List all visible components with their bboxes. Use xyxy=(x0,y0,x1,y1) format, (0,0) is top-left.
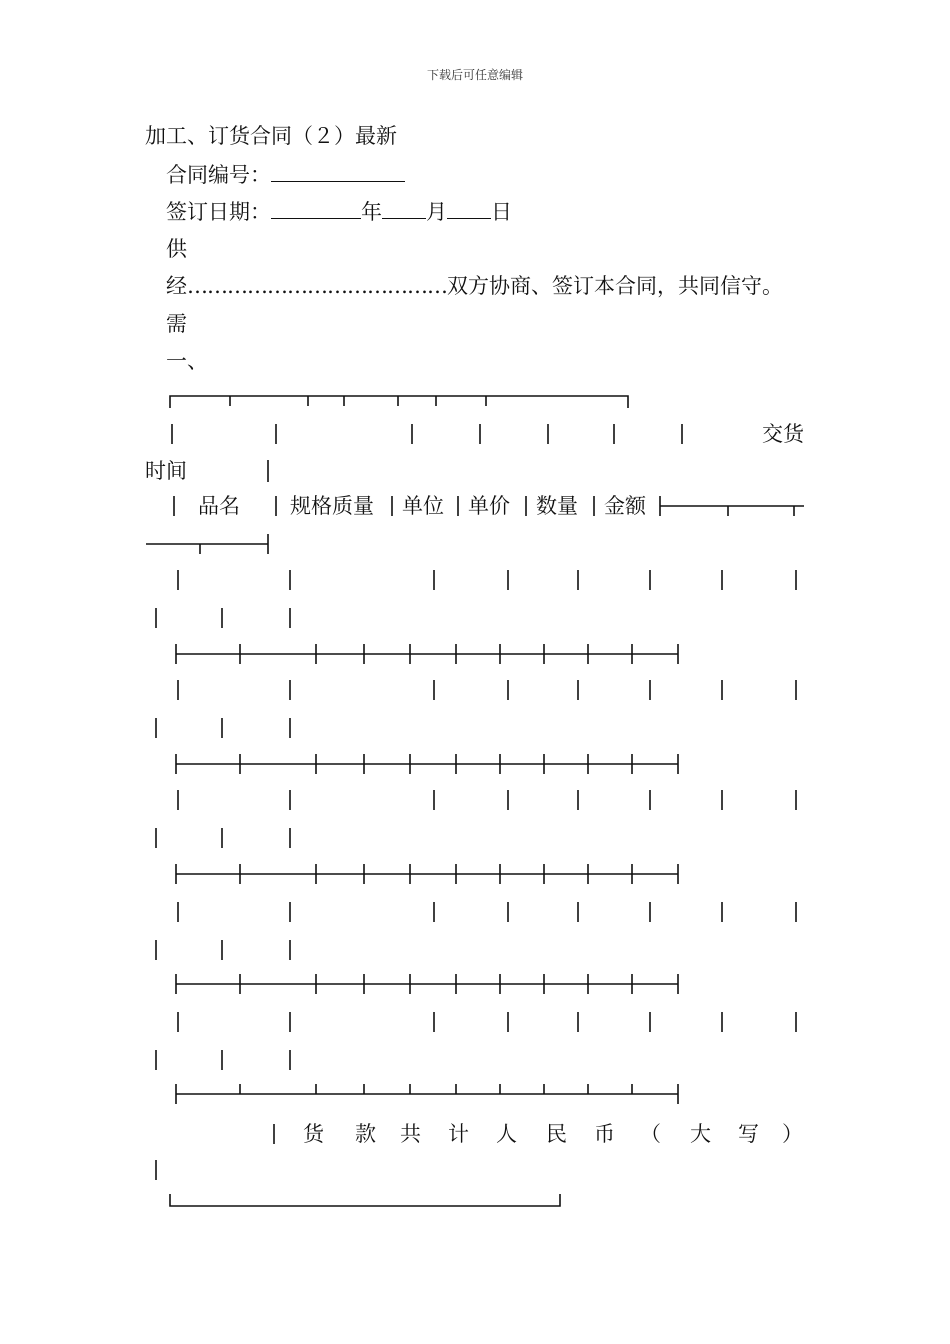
col-header-5: 金额 xyxy=(604,494,646,518)
agreement-text: 双方协商、签订本合同，共同信守。 xyxy=(447,274,783,298)
total-char-10: ） xyxy=(782,1122,803,1146)
year-label: 年 xyxy=(361,200,382,224)
row-2-cells xyxy=(156,680,796,738)
header-verticals xyxy=(172,424,682,482)
col-header-3: 单价 xyxy=(468,494,510,518)
row-sep-5 xyxy=(176,1084,678,1104)
col-header-0: 品名 xyxy=(198,494,240,518)
row-1-cells xyxy=(156,570,796,628)
total-char-0: 货 xyxy=(303,1122,324,1146)
total-char-9: 写 xyxy=(738,1122,759,1146)
header-time: 时间 xyxy=(145,459,187,483)
header-left-rule xyxy=(146,534,268,554)
total-char-5: 民 xyxy=(546,1122,567,1146)
dotted-leader: ………………………………… xyxy=(187,274,447,298)
total-char-1: 款 xyxy=(355,1122,376,1146)
row-4-cells xyxy=(156,902,796,960)
sign-date-label: 签订日期： xyxy=(166,200,271,224)
day-label: 日 xyxy=(491,200,512,224)
contract-number-label: 合同编号： xyxy=(166,163,271,187)
row-3-cells xyxy=(156,790,796,848)
total-char-2: 共 xyxy=(400,1122,421,1146)
document-title: 加工、订货合同（２）最新 xyxy=(145,124,397,148)
col-header-1: 规格质量 xyxy=(290,494,374,518)
total-char-8: 大 xyxy=(690,1122,711,1146)
clause-one: 一、 xyxy=(166,349,208,373)
party-demand: 需 xyxy=(166,312,187,336)
row-sep-1 xyxy=(176,644,678,664)
row-sep-4 xyxy=(176,974,678,994)
party-via: 经 xyxy=(166,274,187,298)
table-top-border xyxy=(170,396,628,408)
total-char-4: 人 xyxy=(496,1122,517,1146)
total-char-7: （ xyxy=(640,1122,661,1146)
party-supply: 供 xyxy=(166,237,187,261)
total-char-3: 计 xyxy=(448,1122,469,1146)
header-right-rule xyxy=(660,496,804,516)
header-delivery: 交货 xyxy=(762,422,804,446)
row-sep-3 xyxy=(176,864,678,884)
total-char-6: 币 xyxy=(594,1122,615,1146)
header-note: 下载后可任意编辑 xyxy=(426,68,523,82)
row-5-cells xyxy=(156,1012,796,1070)
row-sep-2 xyxy=(176,754,678,774)
month-label: 月 xyxy=(426,200,447,224)
col-header-4: 数量 xyxy=(536,494,578,518)
col-header-2: 单位 xyxy=(402,494,444,518)
table-bottom-border xyxy=(170,1194,560,1206)
